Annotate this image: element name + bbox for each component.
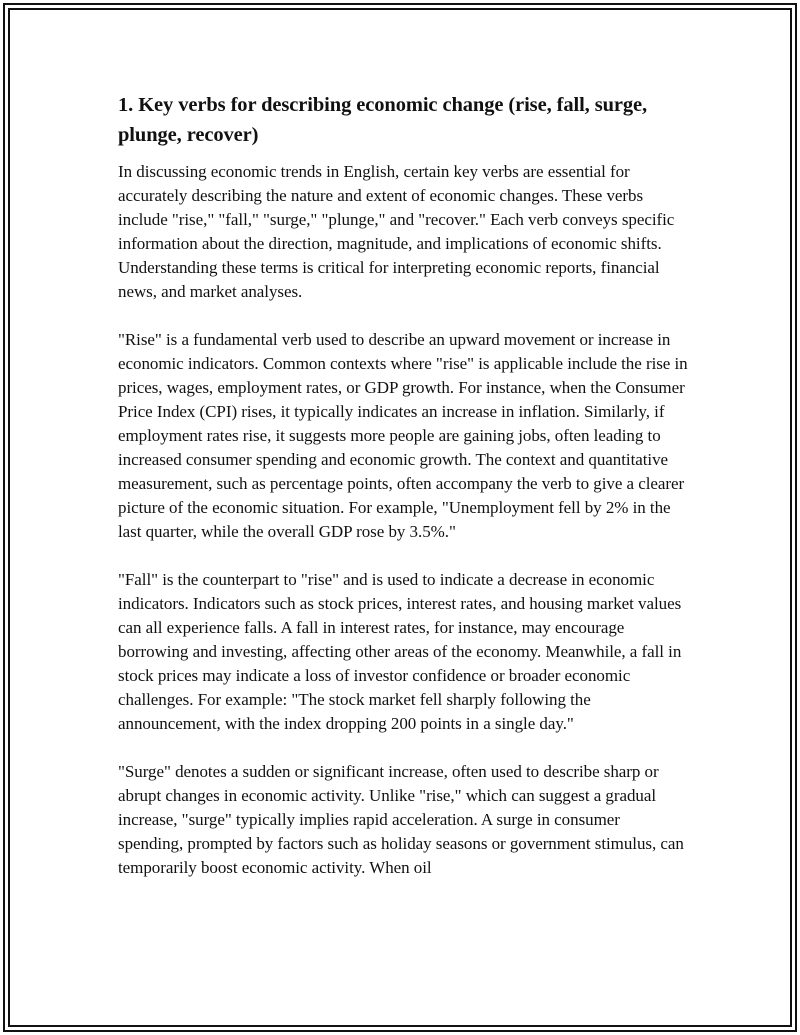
paragraph-fall: "Fall" is the counterpart to "rise" and is used to indicate a decrease in economic indicators. Indicators such as stock prices, interest rates, and housing market values can all experience falls. A fall in interest rates, for instance, may encourage borrowing and investing, affecting other areas of the economy. Meanwhile, a fall in stock prices may indicate a loss of investor confidence or broader economic challenges. For example: "The stock market fell sharply following the announcement, with the index dropping 200 points in a single day." bbox=[118, 570, 682, 733]
document-body bbox=[118, 90, 688, 904]
paragraph-surge: "Surge" denotes a sudden or significant increase, often used to describe sharp or abrupt changes in economic activity. Unlike "rise," which can suggest a gradual increase, "surge" typically implies rapid acceleration. A surge in consumer spending, prompted by factors such as holiday seasons or government stimulus, can temporarily boost economic activity. When oil bbox=[118, 762, 684, 877]
paragraph-intro: In discussing economic trends in English, certain key verbs are essential for accurately describing the nature and extent of economic changes. These verbs include "rise," "fall," "surge," "plunge," and "recover." Each verb conveys specific information about the direction, magnitude, and implications of economic shifts. Understanding these terms is critical for interpreting economic reports, financial news, and market analyses. bbox=[118, 162, 675, 301]
section-heading: 1. Key verbs for describing economic change (rise, fall, surge, plunge, recover) bbox=[118, 94, 648, 146]
paragraph-rise: "Rise" is a fundamental verb used to describe an upward movement or increase in economic indicators. Common contexts where "rise" is applicable include the rise in prices, wages, employment rates, or GDP growth. For instance, when the Consumer Price Index (CPI) rises, it typically indicates an increase in inflation. Similarly, if employment rates rise, it suggests more people are gaining jobs, often leading to increased consumer spending and economic growth. The context and quantitative measurement, such as percentage points, often accompany the verb to give a clearer picture of the economic situation. For example, "Unemployment fell by 2% in the last quarter, while the overall GDP rose by 3.5%." bbox=[118, 330, 688, 541]
